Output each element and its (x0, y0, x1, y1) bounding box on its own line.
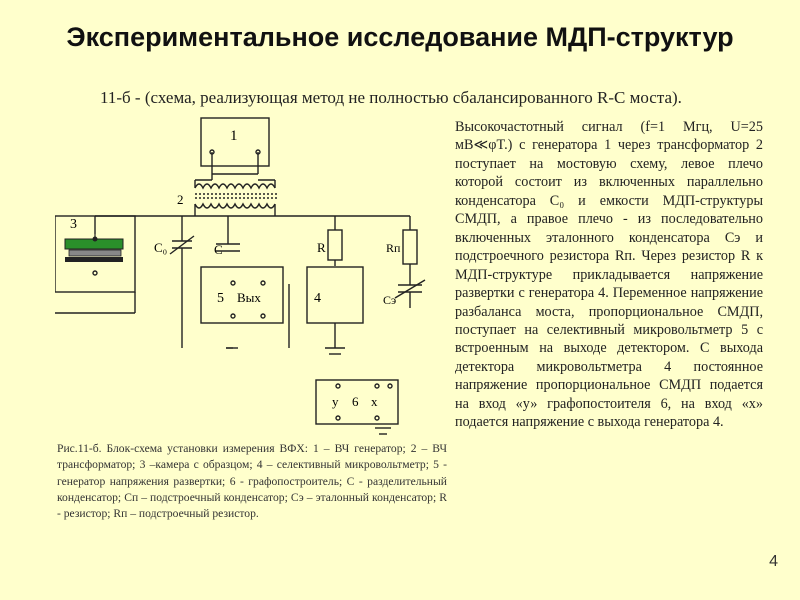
page-number: 4 (769, 553, 778, 570)
label-camera: 3 (70, 217, 77, 232)
slide-title: Экспериментальное исследование МДП-структур (66, 22, 734, 52)
label-y: y (332, 394, 339, 409)
label-plotter: 6 (352, 394, 359, 409)
label-c-o: C₀ (154, 240, 168, 255)
transformer-secondary (195, 204, 275, 208)
label-gen-sweep: 4 (314, 291, 321, 306)
resistor-rp (403, 230, 417, 264)
transformer-primary (195, 184, 275, 188)
resistor-r (328, 230, 342, 260)
label-gen: 1 (230, 128, 238, 144)
figure-caption: Рис.11-б. Блок-схема установки измерения ВФХ: 1 – ВЧ генератор; 2 – ВЧ трансформатор; 3 –камера с образцом; 4 – селективный микровольтметр; 5 - генератор напряжения развертки; 6 - графопостроитель; С - разделительный конденсатор; Сп – подстроечный конденсатор; Сэ – эталонный конденсатор; R - резистор; Rп – подстроечный резистор. (57, 442, 447, 521)
label-c: C (214, 242, 223, 257)
label-c-e: Cэ (383, 293, 397, 307)
circuit-diagram (55, 108, 450, 438)
label-r: R (317, 240, 326, 255)
label-transformer: 2 (177, 192, 184, 207)
label-voltmeter: 5 (217, 291, 224, 306)
label-r-p: Rп (386, 241, 401, 255)
body-text: Высокочастотный сигнал (f=1 Мгц, U=25 мВ≪φT.) с генератора 1 через трансформатор 2 поступает на мостовую схему, левое плечо которой состоит из включенных параллельно конденсатора C₀ и емкости МДП-структуры CМДП, а правое плечо - из последовательно включенных эталонного конденсатора Cэ и подстроечного резистора Rп. Через резистор R к МДП-структуре прикладывается напряжение развертки с генератора 4. Переменное напряжение разбаланса моста, пропорциональное CМДП, поступает на селективный микровольтметр 5 с встроенным на выходе детектором. С выхода детектора микровольтметра 4 постоянное напряжение пропорциональное CМДП подается на вход «у» графопостоителя 6, на вход «х» подается напряжение с выхода генератора 4. (455, 119, 763, 431)
slide-subtitle: 11-б - (схема, реализующая метод не полностью сбалансированного R-С моста). (100, 88, 682, 107)
label-vyh: Вых (237, 290, 261, 305)
label-x: x (371, 394, 378, 409)
